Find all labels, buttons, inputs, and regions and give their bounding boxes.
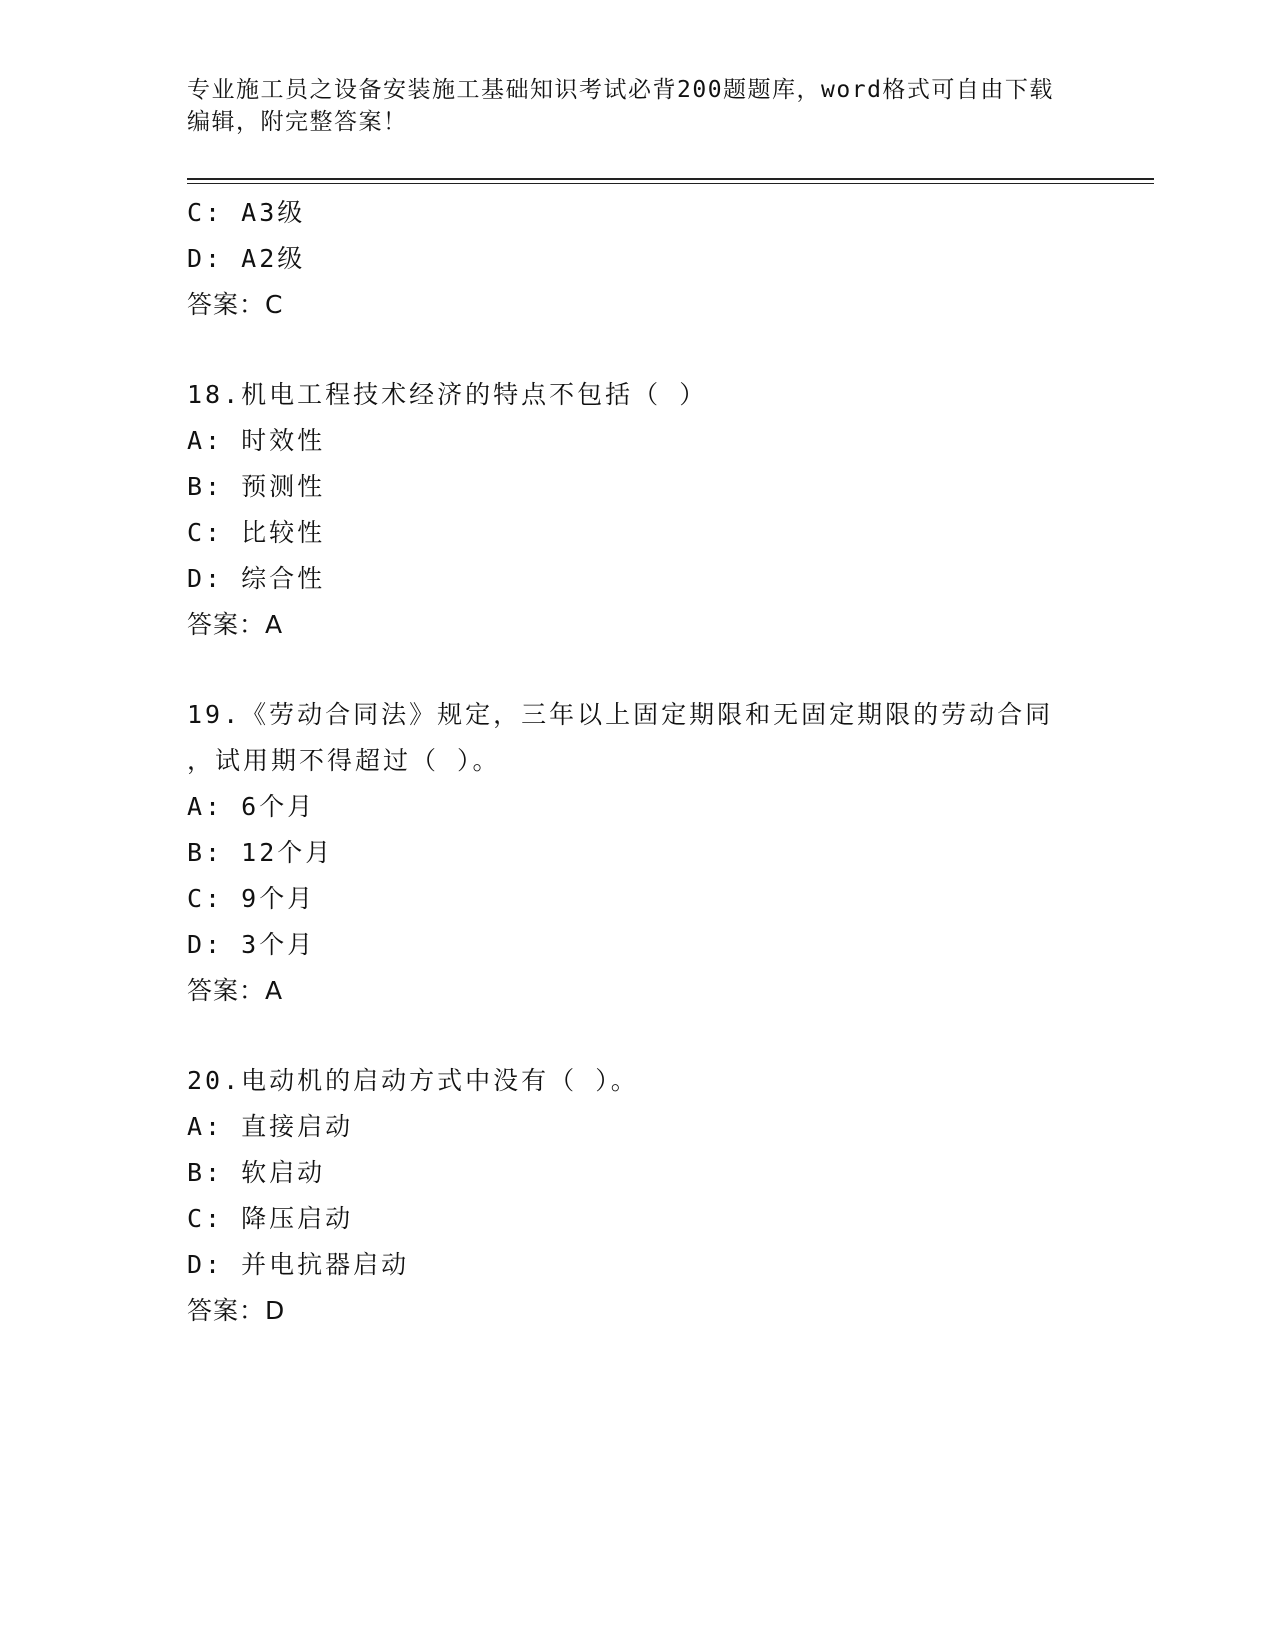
header-line-1: 专业施工员之设备安装施工基础知识考试必背200题题库，word格式可自由下载 xyxy=(187,77,1054,103)
option-c: C: 降压启动 xyxy=(187,1204,354,1233)
option-d: D: A2级 xyxy=(187,244,306,273)
spacer xyxy=(187,328,1107,372)
option-c: C: 9个月 xyxy=(187,884,316,913)
option-b: B: 软启动 xyxy=(187,1158,326,1187)
option-b: B: 12个月 xyxy=(187,838,334,867)
option-b: B: 预测性 xyxy=(187,472,326,501)
question-18 xyxy=(187,372,1107,648)
spacer xyxy=(187,1014,1107,1058)
answer: 答案：A xyxy=(187,610,284,639)
header-line-2: 编辑，附完整答案！ xyxy=(187,109,408,135)
spacer xyxy=(187,648,1107,692)
question-stem: 20.电动机的启动方式中没有（ ）。 xyxy=(187,1066,639,1095)
option-c: C: A3级 xyxy=(187,198,306,227)
option-a: A: 时效性 xyxy=(187,426,326,455)
option-d: D: 3个月 xyxy=(187,930,316,959)
header-divider-thin xyxy=(187,183,1154,184)
option-c: C: 比较性 xyxy=(187,518,326,547)
document-header xyxy=(187,74,1087,138)
question-stem-line-2: ，试用期不得超过（ ）。 xyxy=(187,746,501,775)
option-a: A: 6个月 xyxy=(187,792,316,821)
answer: 答案：A xyxy=(187,976,284,1005)
question-list xyxy=(187,190,1107,1334)
question-19 xyxy=(187,692,1107,1014)
option-d: D: 综合性 xyxy=(187,564,326,593)
header-divider-thick xyxy=(187,178,1154,180)
question-stem: 18.机电工程技术经济的特点不包括（ ） xyxy=(187,380,708,409)
question-17-tail xyxy=(187,190,1107,328)
answer: 答案：D xyxy=(187,1296,286,1325)
option-d: D: 并电抗器启动 xyxy=(187,1250,410,1279)
answer: 答案：C xyxy=(187,290,284,319)
question-stem-line-1: 19.《劳动合同法》规定，三年以上固定期限和无固定期限的劳动合同 xyxy=(187,700,1054,729)
option-a: A: 直接启动 xyxy=(187,1112,354,1141)
question-20 xyxy=(187,1058,1107,1334)
